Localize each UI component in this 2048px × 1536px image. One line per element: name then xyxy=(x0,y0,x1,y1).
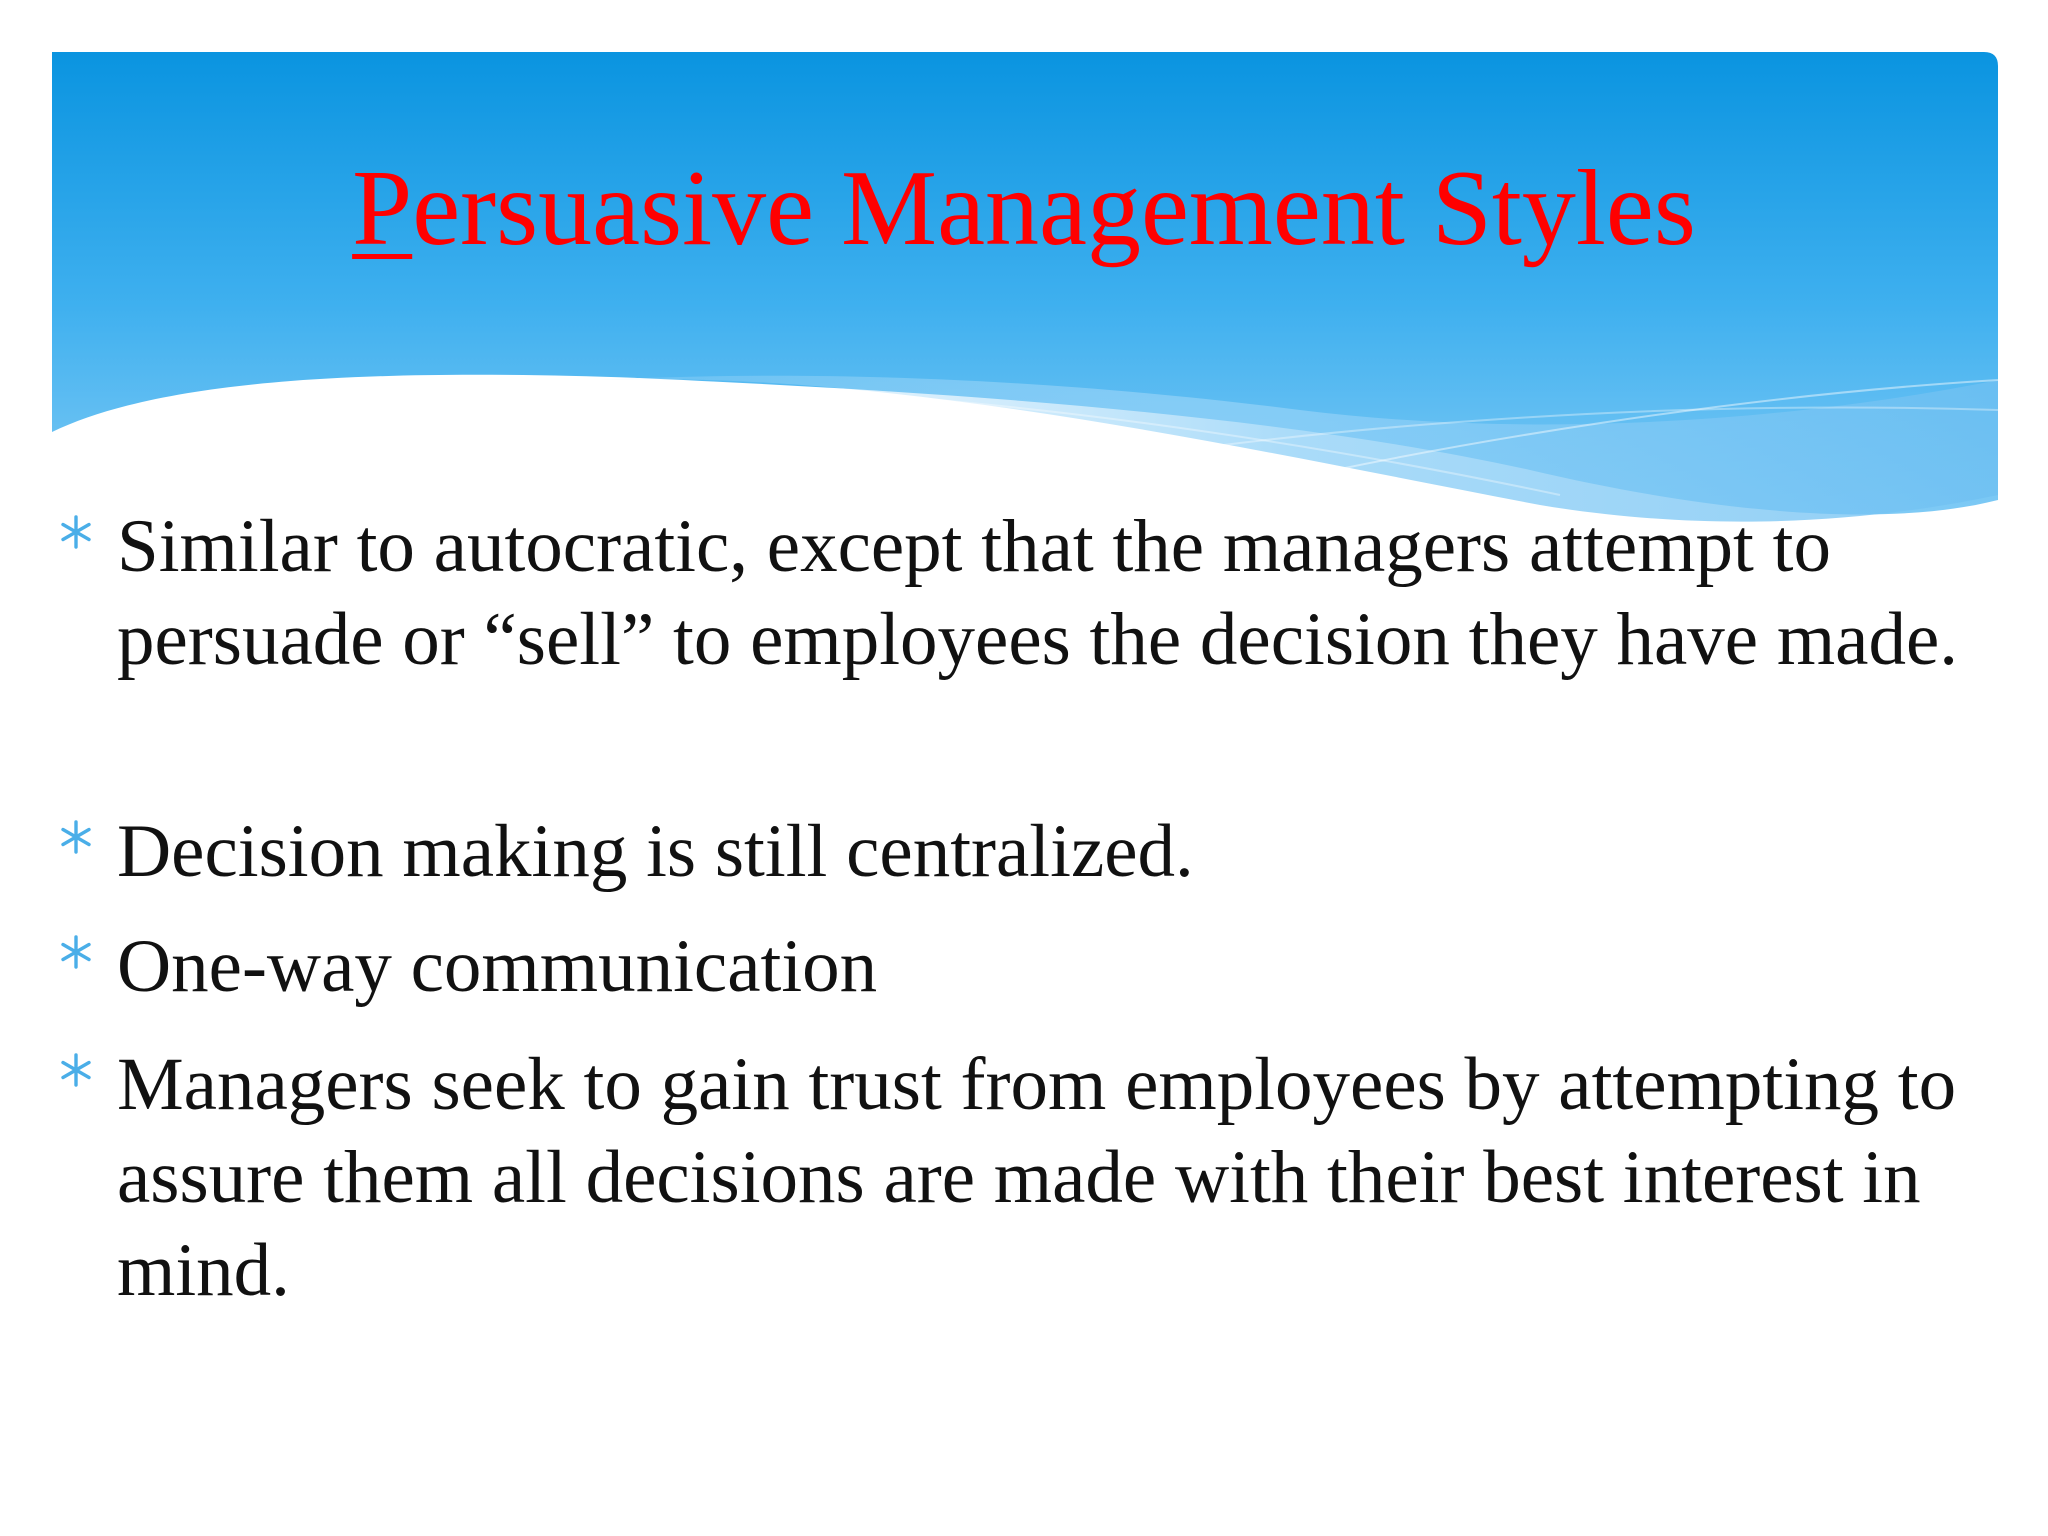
bullet-text: One-way communication xyxy=(117,925,878,1008)
header-wave-background xyxy=(0,0,2048,560)
bullet-text: Similar to autocratic, except that the managers attempt to persuade or “sell” to employees the decision they have made. xyxy=(117,505,1958,681)
slide-title xyxy=(0,150,2048,269)
asterisk-icon xyxy=(58,934,94,970)
asterisk-icon xyxy=(58,514,94,550)
slide-title-rest: ersuasive Management Styles xyxy=(412,149,1696,268)
asterisk-icon xyxy=(58,1052,94,1088)
bullet-text: Decision making is still centralized. xyxy=(117,810,1194,893)
slide-title-first-letter: P xyxy=(352,149,413,268)
asterisk-icon xyxy=(58,819,94,855)
bullet-text: Managers seek to gain trust from employees by attempting to assure them all decisions are made with their best interest in mind. xyxy=(117,1043,1957,1312)
